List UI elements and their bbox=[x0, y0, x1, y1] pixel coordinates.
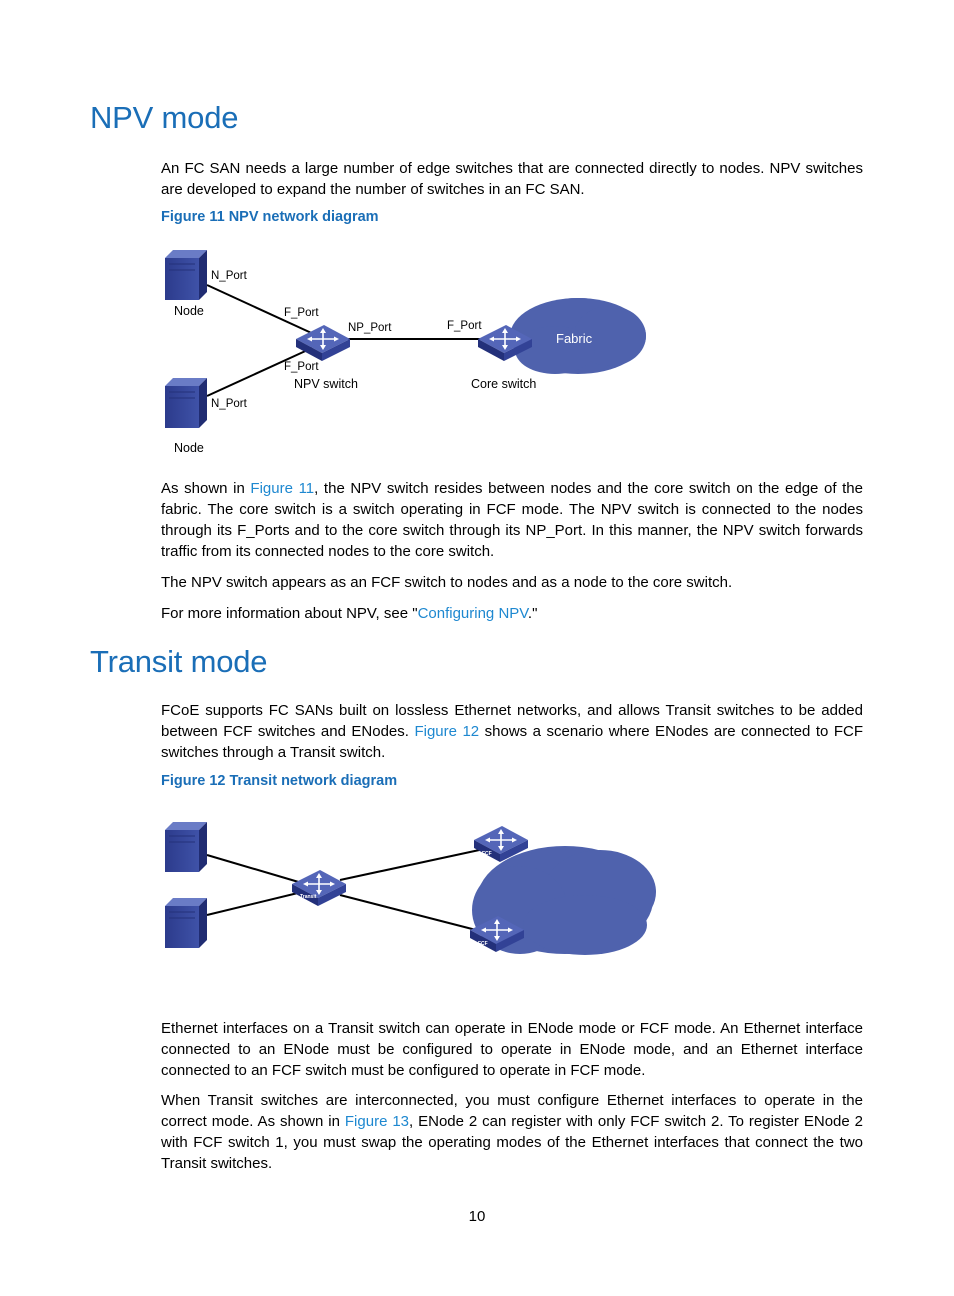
node-bottom-server-icon bbox=[165, 378, 207, 428]
figure-12-link[interactable]: Figure 12 bbox=[414, 723, 480, 740]
label-fcf-switch-top: FCF bbox=[482, 851, 492, 857]
configuring-npv-link[interactable]: Configuring NPV bbox=[417, 605, 528, 622]
label-node-top: Node bbox=[174, 304, 204, 318]
link-enode-top-to-transit bbox=[207, 855, 302, 883]
npv-intro-paragraph: An FC SAN needs a large number of edge switches that are connected directly to nodes. NPV switches are developed to expand the number of switches in an FC SAN. bbox=[161, 160, 863, 198]
label-f-port-bottom: F_Port bbox=[284, 361, 319, 373]
page-number: 10 bbox=[468, 1208, 486, 1225]
label-n-port-bottom: N_Port bbox=[211, 398, 247, 410]
section-heading-npv: NPV mode bbox=[90, 100, 239, 135]
label-fabric: Fabric bbox=[556, 331, 593, 346]
enode-bottom-server-icon bbox=[165, 898, 207, 948]
figure-12-caption: Figure 12 Transit network diagram bbox=[161, 773, 398, 789]
npv-description-paragraph: As shown in Figure 11, the NPV switch resides between nodes and the core switch on the edge of the fabric. The core switch is a switch operating in FCF mode. The NPV switch is connected to the nodes through its F_Ports and to the core switch through its NP_Port. In this manner, the NPV switch forwards traffic from its connected nodes to the core switch. bbox=[161, 480, 863, 560]
transit-interfaces-paragraph: Ethernet interfaces on a Transit switch can operate in ENode mode or FCF mode. An Ethernet interface connected to an ENode must be configured to operate in ENode mode, and an Ethernet interface connected to an FCF switch must be configured to operate in FCF mode. bbox=[161, 1020, 863, 1079]
transit-switch-icon bbox=[292, 870, 346, 906]
label-f-port-core: F_Port bbox=[447, 320, 482, 332]
npv-network-diagram bbox=[0, 0, 954, 470]
section-heading-transit: Transit mode bbox=[90, 644, 268, 679]
transit-intro-paragraph: FCoE supports FC SANs built on lossless Ethernet networks, and allows Transit switches to be added between FCF switches and ENodes. Figure 12 shows a scenario where ENodes are connected to FCF switches through a Transit switch. bbox=[161, 702, 863, 761]
npv-more-info-paragraph: For more information about NPV, see "Configuring NPV." bbox=[161, 605, 538, 622]
figure-11-link[interactable]: Figure 11 bbox=[250, 480, 315, 497]
label-f-port-top: F_Port bbox=[284, 307, 319, 319]
label-np-port: NP_Port bbox=[348, 322, 392, 334]
link-transit-to-fcf-top bbox=[340, 849, 484, 880]
figure-13-link[interactable]: Figure 13 bbox=[344, 1113, 410, 1130]
transit-interconnect-paragraph: When Transit switches are interconnected, you must configure Ethernet interfaces to operate in the correct mode. As shown in Figure 13, ENode 2 can register with only FCF switch 2. To register ENode 2 with FCF switch 1, you must swap the operating modes of the Ethernet interfaces that connect the two Transit switches. bbox=[161, 1092, 863, 1172]
label-transit-switch: Transit bbox=[300, 894, 317, 900]
transit-network-diagram bbox=[0, 800, 954, 980]
label-core-switch: Core switch bbox=[471, 377, 537, 391]
enode-top-server-icon bbox=[165, 822, 207, 872]
link-enode-bottom-to-transit bbox=[207, 892, 302, 915]
node-top-server-icon bbox=[165, 250, 207, 300]
label-npv-switch: NPV switch bbox=[294, 377, 358, 391]
label-node-bottom: Node bbox=[174, 441, 204, 455]
label-n-port-top: N_Port bbox=[211, 270, 247, 282]
label-fcf-switch-bottom: FCF bbox=[478, 941, 488, 947]
figure-11-caption: Figure 11 NPV network diagram bbox=[161, 209, 379, 225]
npv-appearance-paragraph: The NPV switch appears as an FCF switch to nodes and as a node to the core switch. bbox=[161, 574, 733, 591]
link-transit-to-fcf-bottom bbox=[340, 895, 480, 931]
